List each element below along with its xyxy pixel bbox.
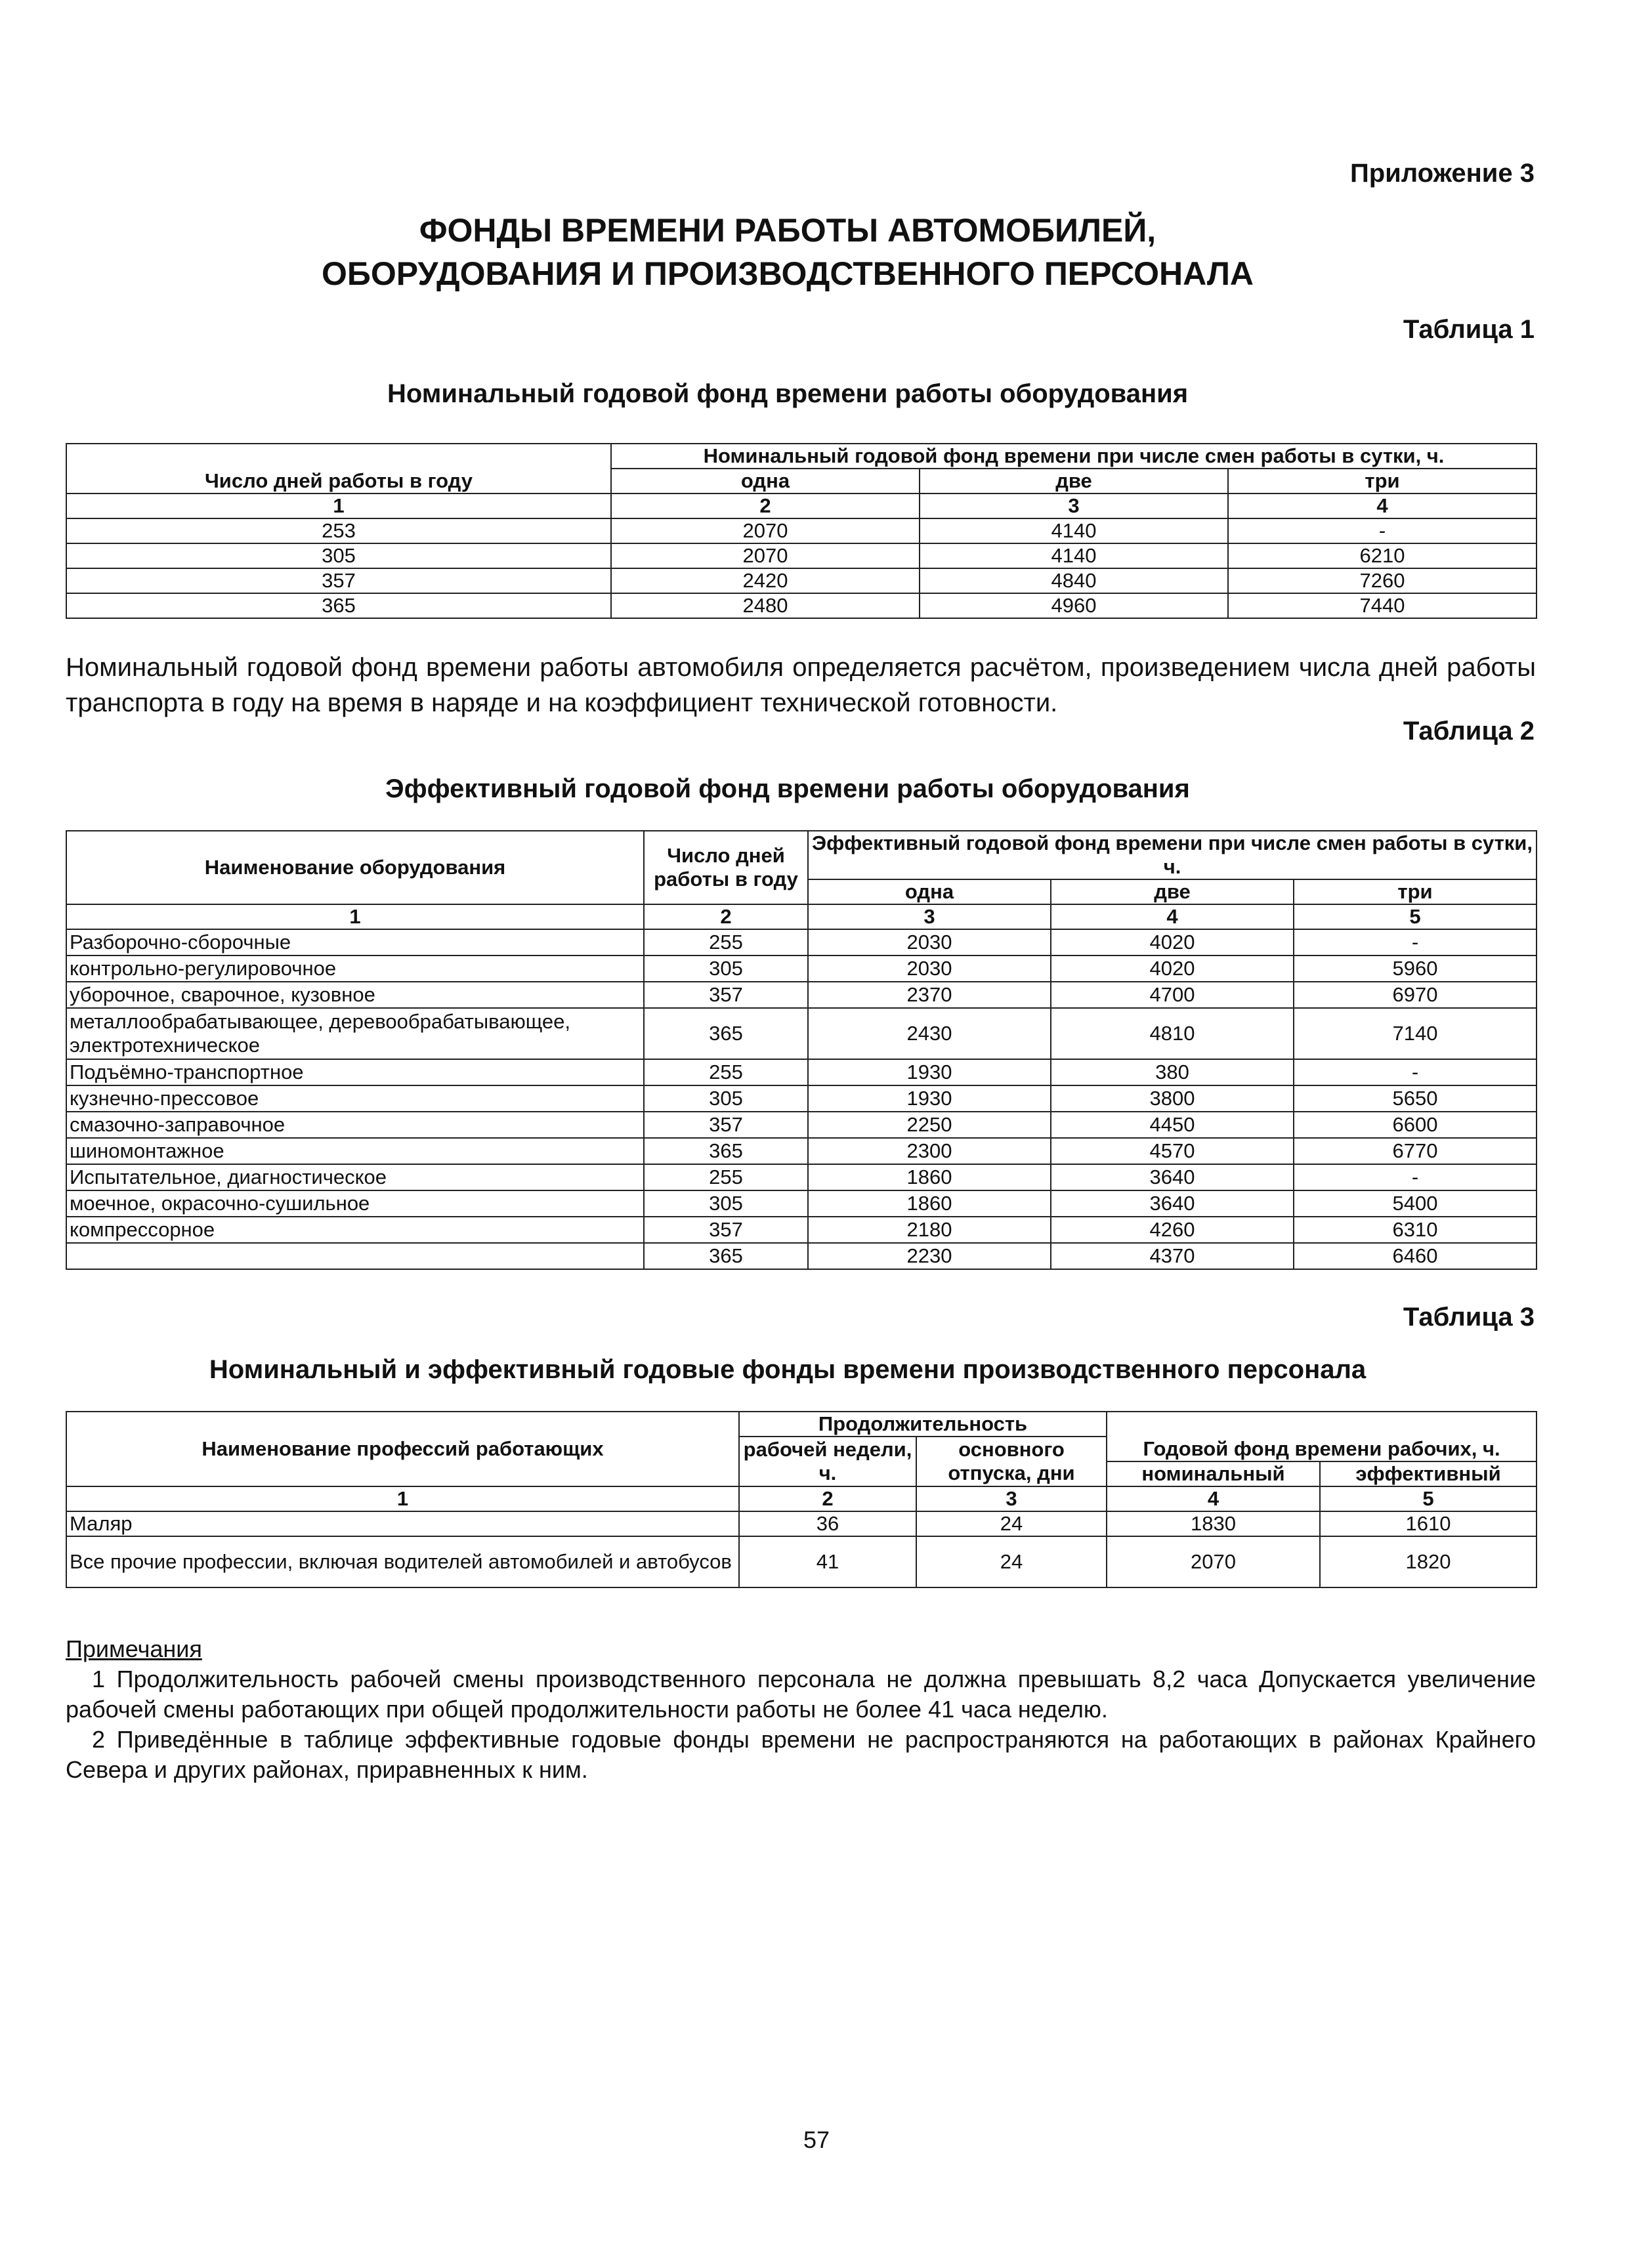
table1-cell: 2070: [611, 518, 920, 543]
note-item: 2 Приведённые в таблице эффективные годовые фонды времени не распространяются на работающих в районах Крайнего Севера и других районах, приравненных к ним.: [66, 1726, 1536, 1783]
table2-cell: 2230: [808, 1243, 1051, 1269]
table2-cell: уборочное, сварочное, кузовное: [66, 982, 644, 1008]
table2-cell: 4020: [1051, 956, 1294, 982]
table2-cell: 2250: [808, 1112, 1051, 1138]
table2-cell: 3640: [1051, 1190, 1294, 1217]
table-row: [66, 1059, 1537, 1085]
table2-cell: 1860: [808, 1164, 1051, 1190]
table2-cell: 6600: [1294, 1112, 1537, 1138]
table2-cell: 2030: [808, 956, 1051, 982]
table-row: [66, 1243, 1537, 1269]
table1-cell: -: [1228, 518, 1537, 543]
table2-head-name: Наименование оборудования: [66, 831, 644, 904]
table3-cell: 36: [739, 1511, 916, 1536]
table2-head-shift-3: три: [1294, 879, 1537, 904]
table-row: [66, 982, 1537, 1008]
table-row: [66, 1511, 1537, 1536]
table2-cell: 1930: [808, 1085, 1051, 1112]
table2-cell: 5650: [1294, 1085, 1537, 1112]
notes: [66, 1634, 1536, 1785]
table1-cell: 2420: [611, 568, 920, 593]
table2-cell: Испытательное, диагностическое: [66, 1164, 644, 1190]
table2-cell: 6770: [1294, 1138, 1537, 1164]
table2-colnum: 4: [1051, 904, 1294, 929]
table2-cell: смазочно-заправочное: [66, 1112, 644, 1138]
notes-title: Примечания: [66, 1635, 202, 1662]
table2-cell: Подъёмно-транспортное: [66, 1059, 644, 1085]
table2-cell: [66, 1243, 644, 1269]
table2-title: Эффективный годовой фонд времени работы оборудования: [385, 774, 1190, 803]
table3-cell: Все прочие профессии, включая водителей автомобилей и автобусов: [66, 1536, 739, 1587]
table2-cell: 2180: [808, 1217, 1051, 1243]
table3-head-name: Наименование профессий работающих: [66, 1412, 739, 1486]
table2-cell: контрольно-регулировочное: [66, 956, 644, 982]
table-row: [66, 1217, 1537, 1243]
table-row: [66, 543, 1537, 568]
table2-colnum: 3: [808, 904, 1051, 929]
table2-cell: Разборочно-сборочные: [66, 929, 644, 956]
page-title-line-1: ФОНДЫ ВРЕМЕНИ РАБОТЫ АВТОМОБИЛЕЙ,: [419, 212, 1156, 249]
table3-cell: Маляр: [66, 1511, 739, 1536]
note-item: 1 Продолжительность рабочей смены производственного персонала не должна превышать 8,2 часа Допускается увеличение рабочей смены работающих при общей продолжительности работы не более 41 часа неделю.: [66, 1666, 1536, 1723]
table2-cell: 2030: [808, 929, 1051, 956]
table2-cell: 5400: [1294, 1190, 1537, 1217]
table2-cell: металлообрабатывающее, деревообрабатывающее, электротехническое: [66, 1008, 644, 1059]
table2-cell: 305: [644, 1085, 808, 1112]
table2-head-group: Эффективный годовой фонд времени при числе смен работы в сутки, ч.: [808, 831, 1537, 879]
table-row: [66, 1536, 1537, 1587]
table1-cell: 357: [66, 568, 611, 593]
table1-colnum: 3: [920, 494, 1228, 518]
explanatory-paragraph: Номинальный годовой фонд времени работы автомобиля определяется расчётом, произведением числа дней работы транспорта в году на время в наряде и на коэффициент технической готовности.: [66, 653, 1536, 717]
table3-colnum: 4: [1107, 1486, 1320, 1511]
table2-cell: -: [1294, 929, 1537, 956]
table2-cell: 6970: [1294, 982, 1537, 1008]
table1: [66, 443, 1537, 619]
table1-cell: 253: [66, 518, 611, 543]
table3-colnum: 1: [66, 1486, 739, 1511]
table2-cell: 305: [644, 956, 808, 982]
table3-head-duration: Продолжительность: [739, 1412, 1107, 1437]
table2-colnum: 2: [644, 904, 808, 929]
table2-label: Таблица 2: [1403, 717, 1535, 746]
table3-colnum: 2: [739, 1486, 916, 1511]
table2-cell: 305: [644, 1190, 808, 1217]
table3-cell: 1830: [1107, 1511, 1320, 1536]
table2-cell: 357: [644, 1112, 808, 1138]
table2-head-days: Число дней работы в году: [644, 831, 808, 904]
table-row: [66, 956, 1537, 982]
table2-cell: 357: [644, 1217, 808, 1243]
table1-head-days: Число дней работы в году: [66, 444, 611, 494]
table-row: [66, 1138, 1537, 1164]
table-row: [66, 929, 1537, 956]
table2-cell: 1860: [808, 1190, 1051, 1217]
table1-cell: 7440: [1228, 593, 1537, 618]
table3-cell: 41: [739, 1536, 916, 1587]
table3-colnum: 5: [1320, 1486, 1537, 1511]
table2-cell: 4370: [1051, 1243, 1294, 1269]
table2-cell: 6310: [1294, 1217, 1537, 1243]
table1-cell: 6210: [1228, 543, 1537, 568]
table-row: [66, 593, 1537, 618]
table2-cell: 2300: [808, 1138, 1051, 1164]
table2-cell: компрессорное: [66, 1217, 644, 1243]
table3-head-effective: эффективный: [1320, 1461, 1537, 1486]
table3-cell: 1610: [1320, 1511, 1537, 1536]
table1-colnum: 1: [66, 494, 611, 518]
table3-head-fund: Годовой фонд времени рабочих, ч.: [1107, 1412, 1537, 1461]
table3-cell: 1820: [1320, 1536, 1537, 1587]
table-row: [66, 1008, 1537, 1059]
table1-head-shift-2: две: [920, 469, 1228, 494]
table2-cell: 7140: [1294, 1008, 1537, 1059]
table3-colnum: 3: [916, 1486, 1107, 1511]
table1-label: Таблица 1: [1403, 315, 1535, 344]
table1-cell: 7260: [1228, 568, 1537, 593]
table1-cell: 2480: [611, 593, 920, 618]
table2-cell: -: [1294, 1164, 1537, 1190]
table1-cell: 365: [66, 593, 611, 618]
table2-cell: 1930: [808, 1059, 1051, 1085]
table-row: [66, 1112, 1537, 1138]
table2-cell: 365: [644, 1243, 808, 1269]
table2-cell: 365: [644, 1008, 808, 1059]
table2-cell: 4450: [1051, 1112, 1294, 1138]
table3-head-nominal: номинальный: [1107, 1461, 1320, 1486]
table2-cell: 3640: [1051, 1164, 1294, 1190]
table3-head-vacation: основного отпуска, дни: [916, 1437, 1107, 1486]
table1-head-shift-3: три: [1228, 469, 1537, 494]
table3-cell: 2070: [1107, 1536, 1320, 1587]
table2-cell: моечное, окрасочно-сушильное: [66, 1190, 644, 1217]
table2-cell: шиномонтажное: [66, 1138, 644, 1164]
table-row: [66, 1164, 1537, 1190]
table1-cell: 4840: [920, 568, 1228, 593]
table1-title: Номинальный годовой фонд времени работы оборудования: [387, 379, 1189, 408]
page-number: 57: [803, 2126, 830, 2153]
table1-colnum: 2: [611, 494, 920, 518]
table3: [66, 1411, 1537, 1588]
table1-cell: 4140: [920, 543, 1228, 568]
table3-head-week: рабочей недели, ч.: [739, 1437, 916, 1486]
table1-head-shift-1: одна: [611, 469, 920, 494]
table2-cell: 4810: [1051, 1008, 1294, 1059]
table3-cell: 24: [916, 1536, 1107, 1587]
table2-colnum: 1: [66, 904, 644, 929]
table2-cell: 255: [644, 929, 808, 956]
table2-cell: 6460: [1294, 1243, 1537, 1269]
table2-cell: 357: [644, 982, 808, 1008]
table2-cell: 4020: [1051, 929, 1294, 956]
page-title-line-2: ОБОРУДОВАНИЯ И ПРОИЗВОДСТВЕННОГО ПЕРСОНАЛА: [321, 255, 1254, 292]
appendix-label: Приложение 3: [1350, 159, 1535, 188]
table2-cell: кузнечно-прессовое: [66, 1085, 644, 1112]
table2-cell: -: [1294, 1059, 1537, 1085]
table2-cell: 3800: [1051, 1085, 1294, 1112]
table2-cell: 2430: [808, 1008, 1051, 1059]
page-title: [0, 209, 1575, 295]
table3-cell: 24: [916, 1511, 1107, 1536]
table2-cell: 4570: [1051, 1138, 1294, 1164]
table2-cell: 5960: [1294, 956, 1537, 982]
table2-cell: 255: [644, 1164, 808, 1190]
table1-cell: 4140: [920, 518, 1228, 543]
table1-cell: 4960: [920, 593, 1228, 618]
table3-title: Номинальный и эффективный годовые фонды времени производственного персонала: [209, 1355, 1367, 1384]
table2-cell: 4700: [1051, 982, 1294, 1008]
table2-head-shift-2: две: [1051, 879, 1294, 904]
table3-label: Таблица 3: [1403, 1303, 1535, 1332]
table2: [66, 830, 1537, 1270]
table1-cell: 2070: [611, 543, 920, 568]
table-row: [66, 568, 1537, 593]
table-row: [66, 518, 1537, 543]
table1-head-group: Номинальный годовой фонд времени при числе смен работы в сутки, ч.: [611, 444, 1537, 469]
table2-head-shift-1: одна: [808, 879, 1051, 904]
table2-cell: 4260: [1051, 1217, 1294, 1243]
table1-cell: 305: [66, 543, 611, 568]
table2-cell: 2370: [808, 982, 1051, 1008]
table2-cell: 365: [644, 1138, 808, 1164]
table1-colnum: 4: [1228, 494, 1537, 518]
table-row: [66, 1085, 1537, 1112]
table2-cell: 255: [644, 1059, 808, 1085]
table2-colnum: 5: [1294, 904, 1537, 929]
table-row: [66, 1190, 1537, 1217]
table2-cell: 380: [1051, 1059, 1294, 1085]
